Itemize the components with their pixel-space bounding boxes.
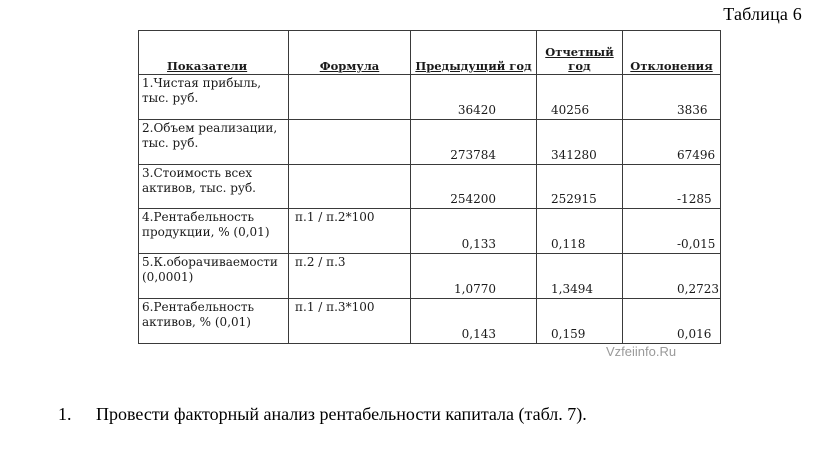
row-formula: п.2 / п.3 [289, 254, 411, 299]
row-formula [289, 164, 411, 209]
row-formula: п.1 / п.3*100 [289, 299, 411, 344]
row-deviation-value: 67496 [623, 119, 721, 164]
table-row [139, 254, 721, 299]
row-deviation-value: -1285 [623, 164, 721, 209]
row-indicator-name: 6.Рентабельность активов, % (0,01) [139, 299, 289, 344]
table-header-row [139, 31, 721, 75]
row-previous-year-value: 273784 [411, 119, 537, 164]
indicators-table [138, 30, 721, 344]
header-previous-year: Предыдущий год [411, 31, 537, 75]
table-row [139, 119, 721, 164]
row-deviation-value: 0,2723 [623, 254, 721, 299]
task-text: Провести факторный анализ рентабельности капитала (табл. 7). [96, 404, 587, 424]
row-indicator-name: 2.Объем реализации, тыс. руб. [139, 119, 289, 164]
row-previous-year-value: 254200 [411, 164, 537, 209]
header-indicators: Показатели [139, 31, 289, 75]
row-reporting-year-value: 0,118 [537, 209, 623, 254]
row-reporting-year-value: 252915 [537, 164, 623, 209]
task-item [58, 404, 587, 425]
row-reporting-year-value: 1,3494 [537, 254, 623, 299]
table-row [139, 299, 721, 344]
row-indicator-name: 1.Чистая прибыль, тыс. руб. [139, 75, 289, 120]
row-indicator-name: 5.К.оборачиваемости (0,0001) [139, 254, 289, 299]
row-indicator-name: 3.Стоимость всех активов, тыс. руб. [139, 164, 289, 209]
row-previous-year-value: 36420 [411, 75, 537, 120]
row-reporting-year-value: 40256 [537, 75, 623, 120]
row-reporting-year-value: 341280 [537, 119, 623, 164]
row-previous-year-value: 0,143 [411, 299, 537, 344]
row-indicator-name: 4.Рентабельность продукции, % (0,01) [139, 209, 289, 254]
row-deviation-value: -0,015 [623, 209, 721, 254]
table-row [139, 75, 721, 120]
row-formula [289, 75, 411, 120]
row-deviation-value: 3836 [623, 75, 721, 120]
row-previous-year-value: 1,0770 [411, 254, 537, 299]
row-formula: п.1 / п.2*100 [289, 209, 411, 254]
indicators-table-container [138, 30, 720, 344]
row-reporting-year-value: 0,159 [537, 299, 623, 344]
header-deviations: Отклонения [623, 31, 721, 75]
row-previous-year-value: 0,133 [411, 209, 537, 254]
table-row [139, 164, 721, 209]
watermark: Vzfeiinfo.Ru [606, 344, 677, 359]
row-formula [289, 119, 411, 164]
table-caption: Таблица 6 [723, 4, 802, 24]
row-deviation-value: 0,016 [623, 299, 721, 344]
header-reporting-year: Отчетный год [537, 31, 623, 75]
task-number: 1. [58, 404, 72, 424]
table-row [139, 209, 721, 254]
header-formula: Формула [289, 31, 411, 75]
